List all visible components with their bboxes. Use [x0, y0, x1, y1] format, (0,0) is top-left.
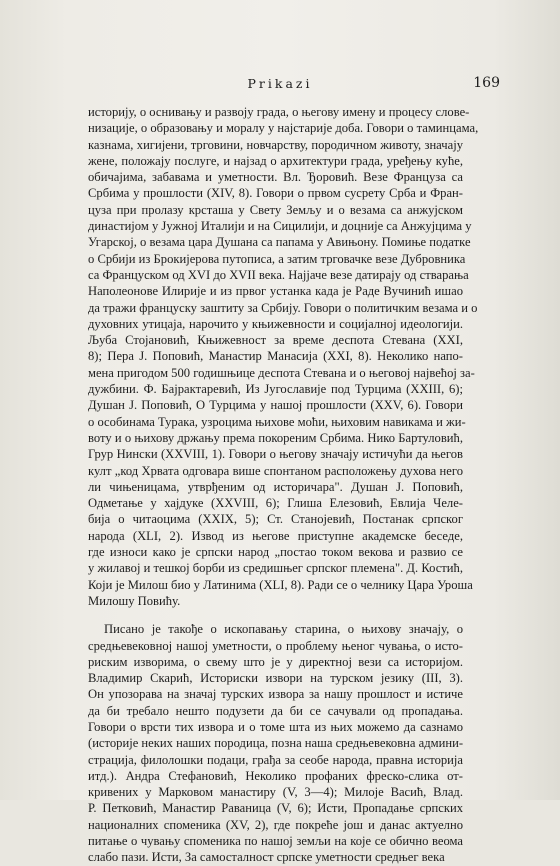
- paragraph-1: [88, 104, 479, 609]
- text-line: националних споменика (XV, 2), где покреће још и данас актуелно: [88, 817, 463, 832]
- text-line: обичајима, забавама и уметности. Вл. Ђоровић. Везе Француза са: [88, 170, 463, 185]
- text-line: воту и о њихову држању према покореним Србима. Нико Бартуловић,: [88, 430, 463, 445]
- text-line: страција, филолошки подаци, грађа за сеобе народа, правна историја: [88, 752, 463, 767]
- text-line: риским изворима, о свему што је у директној вези са историјом.: [88, 654, 463, 669]
- paragraph-gap: [88, 609, 463, 621]
- text-line: (историје неких наших породица, позна наша средњевековна админи-: [88, 736, 464, 751]
- page-header: [60, 76, 500, 96]
- text-line: у жилавој и тешкој борби из средишњег српског племена". Д. Костић,: [88, 561, 463, 576]
- text-line: Грур Нински (XXVIII, 1). Говори о његову значају истичући да његов: [88, 447, 463, 462]
- text-line: слабо пази. Исти, За самосталност српске уметности средњег века: [88, 850, 445, 865]
- text-line: питање о чувању споменика по нашој земљи на које се обично веома: [88, 834, 463, 849]
- text-line: кривених у Марковом манастиру (V, 3—4); Милоје Васић, Влад.: [88, 785, 463, 800]
- text-line: Одметање у хајдуке (XXVIII, 6); Глиша Елезовић, Евлија Челе-: [88, 496, 463, 511]
- text-line: дужбини. Ф. Бајрактаревић, Из Југославије под Турцима (XXIII, 6);: [88, 382, 463, 397]
- text-line: да би требало нешто подузети да би се сачували од пропадања.: [88, 703, 463, 718]
- paragraph-2: [88, 621, 463, 865]
- text-line: 8); Пера Ј. Поповић, Манастир Манасија (XXI, 8). Неколико напо-: [88, 349, 463, 364]
- text-line: о особинама Турака, узроцима њихове моћи, њиховим навикама и жи-: [88, 414, 466, 429]
- text-line: са Француском од XVI до XVII века. Најјаче везе датирају од стварања: [88, 267, 469, 282]
- text-line: духовних утицаја, нарочито у књижевности и социјалној идеологији.: [88, 316, 463, 331]
- text-line: Говори о врсти тих извора и о томе шта из њих можемо да сазнамо: [88, 719, 463, 734]
- text-line: Србима у прошлости (XIV, 8). Говори о првом сусрету Срба и Фран-: [88, 186, 463, 201]
- text-line: казнама, хигијени, трговини, новчарству, породичном животу, значају: [88, 137, 463, 152]
- text-line: Писано је такође о ископавању старина, о њихову значају, о: [104, 622, 463, 637]
- text-line: где износи како је српски народ „постао током векова и развио се: [88, 545, 463, 560]
- text-line: бија о читаоцима (XXIX, 5); Ст. Станојевић, Постанак српског: [88, 512, 463, 527]
- text-line: Душан Ј. Поповић, О Турцима у нашој прошлости (XXV, 6). Говори: [88, 398, 463, 413]
- text-line: Милошу Повићу.: [88, 593, 181, 608]
- text-line: Он упозорава на значај турских извора за нашу прошлост и истиче: [88, 687, 463, 702]
- text-line: историју, о оснивању и развоју града, о његову имену и процесу слове-: [88, 105, 470, 119]
- text-line: цуза при пролазу крсташа у Свету Земљу и о везама са анжујском: [88, 202, 463, 217]
- text-line: средњевековној нашој уметности, о проблему њеног чувања, о исто-: [88, 638, 463, 653]
- page-number: 169: [473, 75, 500, 91]
- text-line: Р. Петковић, Манастир Раваница (V, 6); Исти, Пропадање српских: [88, 801, 463, 816]
- body-text: [88, 104, 479, 866]
- text-line: култ „код Хрвата одговара више спонтаном расположењу духова него: [88, 463, 463, 478]
- text-line: о Србији из Брокијерова путописа, а затим трговачке везе Дубровника: [88, 251, 466, 266]
- text-line: да тражи француску заштиту за Србију. Говори о политичким везама и о: [88, 300, 478, 315]
- text-line: Угарској, о везама цара Душана са папама у Авињону. Помиње податке: [88, 235, 471, 250]
- text-line: жене, положају послуге, и најзад о архитектури града, уређењу куће,: [88, 153, 463, 168]
- text-line: мена пригодом 500 годишњице деспота Стевана и о његовој највећој за-: [88, 365, 475, 380]
- text-line: Љуба Стојановић, Књижевност за време деспота Стевана (XXI,: [88, 333, 463, 348]
- text-line: Владимир Скарић, Историски извори на турском језику (III, 3).: [88, 671, 463, 686]
- text-line: итд.). Андра Стефановић, Неколико профаних фреско-слика от-: [88, 768, 463, 783]
- text-line: династијом у Јужној Италији и на Сицилији, и доцније са Анжујцима у: [88, 219, 472, 234]
- text-line: ли чињеницама, утврђеним од историчара". Душан Ј. Поповић,: [88, 479, 463, 494]
- text-line: народа (XLI, 2). Извод из његове приступне академске беседе,: [88, 528, 463, 543]
- text-line: Наполеонове Илирије и из првог устанка када је Раде Вучинић ишао: [88, 284, 463, 299]
- text-line: Који је Милош био у Латинима (XLI, 8). Ради се о челнику Цара Уроша: [88, 577, 473, 592]
- text-line: низације, о образовању и моралу у најстарије доба. Говори о таминцама,: [88, 121, 479, 136]
- running-title: Prikazi: [247, 76, 313, 91]
